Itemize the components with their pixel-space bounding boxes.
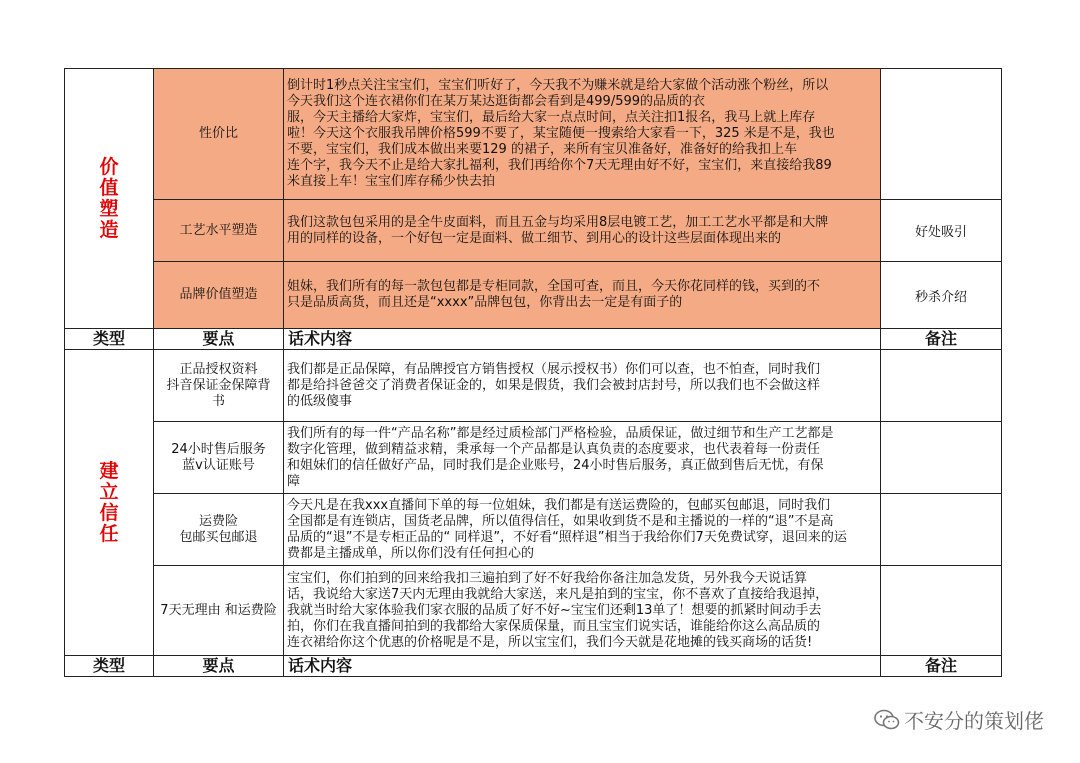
key-point: 品牌价值塑造 <box>154 262 284 329</box>
header-type: 类型 <box>65 656 154 677</box>
content-line: 都是给抖爸爸交了消费者保证金的，如果是假货，我们会被封店封号，所以我们也不会做这样 <box>287 377 821 393</box>
watermark-text: 不安分的策划佬 <box>904 709 1044 733</box>
header-key: 要点 <box>154 329 284 350</box>
key-point <box>154 422 284 494</box>
key-line: 正品授权资料 <box>179 361 258 377</box>
table-row <box>65 422 1002 494</box>
table-row <box>65 494 1002 566</box>
key-line: 24小时售后服务 <box>171 441 266 457</box>
table-row <box>65 69 1002 200</box>
content-line: 米直接上车！宝宝们库存稀少快去拍 <box>287 174 496 189</box>
table-row <box>65 262 1002 329</box>
content-line: 我就当时给大家体验我们家衣服的品质了好不好~宝宝们还剩13单了！想要的抓紧时间动手去 <box>287 602 822 618</box>
category-char: 造 <box>99 218 119 241</box>
content-line: 我们都是正品保障，有品牌授官方销售授权（展示授权书）你们可以查，也不怕查，同时我们 <box>287 361 821 377</box>
content-line: 只是品质高货，而且还是“xxxx”品牌包包，你背出去一定是有面子的 <box>287 295 683 310</box>
key-line: 蓝v认证账号 <box>182 457 255 473</box>
content-line: 服，今天主播给大家炸，宝宝们，最后给大家一点点时间，点关注扣1报名，我马上就上库存 <box>287 110 816 125</box>
key-point <box>154 350 284 422</box>
content-line: 宝宝们，你们拍到的回来给我扣三遍拍到了好不好我给你备注加急发货，另外我今天说话算 <box>287 570 808 586</box>
content-line: 话，我说给大家送7天内无理由我就给大家送，来凡是拍到的宝宝，你不喜欢了直接给我退掉， <box>287 586 829 602</box>
wechat-icon <box>874 709 900 731</box>
header-type: 类型 <box>65 329 154 350</box>
script-table <box>64 68 1002 677</box>
content-line: 费都是主播成单，所以你们没有任何担心的 <box>287 545 535 561</box>
table-header-row <box>65 329 1002 350</box>
category-char: 塑 <box>99 197 119 220</box>
category-value-shaping <box>65 69 154 329</box>
script-content <box>284 350 881 422</box>
table-row <box>65 200 1002 262</box>
key-line: 运费险 <box>198 513 238 529</box>
header-content: 话术内容 <box>284 656 881 677</box>
category-char: 立 <box>99 480 119 503</box>
content-line: 和姐妹们的信任做好产品，同时我们是企业账号，24小时售后服务，真正做到售后无忧，有保 <box>287 457 824 473</box>
content-line: 拍，你们在我直播间拍到的我都给大家保质保量，而且宝宝们说实话，谁能给你这么高品质的 <box>287 618 821 634</box>
header-note: 备注 <box>881 656 1002 677</box>
content-line: 的低级傻事 <box>287 393 353 409</box>
content-line: 我们所有的每一件“产品名称”都是经过质检部门严格检验，品质保证，做过细节和生产工艺都是 <box>287 425 834 441</box>
remark-cell <box>881 69 1002 200</box>
content-line: 今天凡是在我xxx直播间下单的每一位姐妹，我们都是有送运费险的，包邮买包邮退，同时我们 <box>287 497 831 513</box>
table-row <box>65 350 1002 422</box>
content-line: 倒计时1秒点关注宝宝们，宝宝们听好了，今天我不为赚米就是给大家做个活动涨个粉丝，所以 <box>287 78 829 93</box>
key-point <box>154 494 284 566</box>
content-line: 连衣裙给你这个优惠的价格呢是不是，所以宝宝们，我们今天就是花地摊的钱买商场的话货! <box>287 634 813 650</box>
content-line: 我们这款包包采用的是全牛皮面料，而且五金与均采用8层电镀工艺，加工工艺水平都是和大牌 <box>287 214 829 230</box>
table-row <box>65 566 1002 656</box>
key-point: 工艺水平塑造 <box>154 200 284 262</box>
content-line: 数字化管理，做到精益求精，秉承每一个产品都是认真负责的态度要求，也代表着每一份责任 <box>287 441 821 457</box>
key-line: 抖音保证金保障背 <box>166 377 271 393</box>
header-key: 要点 <box>154 656 284 677</box>
key-line: 书 <box>211 393 225 409</box>
remark-cell: 秒杀介绍 <box>881 262 1002 329</box>
script-content <box>284 566 881 656</box>
content-line: 不要，宝宝们，我们成本做出来要129 的裙子，来所有宝贝准备好，准备好的给我扣上车 <box>287 142 797 157</box>
category-char: 任 <box>99 522 119 545</box>
remark-cell <box>881 494 1002 566</box>
script-content <box>284 422 881 494</box>
content-line: 障 <box>287 473 301 489</box>
category-build-trust <box>65 350 154 656</box>
content-line: 全国都是有连锁店，国货老品牌，所以值得信任，如果收到货不是和主播说的一样的“退”不是高 <box>287 513 834 529</box>
content-line: 今天我们这个连衣裙你们在某万某达逛街都会看到是499/599的品质的衣 <box>287 94 706 109</box>
content-line: 用的同样的设备，一个好包一定是面料、做工细节、到用心的设计这些层面体现出来的 <box>287 230 782 246</box>
content-line: 啦！今天这个衣服我吊牌价格599不要了，某宝随便一搜索给大家看一下，325 米是不是，我也 <box>287 126 835 141</box>
category-char: 信 <box>99 501 119 524</box>
remark-cell <box>881 566 1002 656</box>
header-content: 话术内容 <box>284 329 881 350</box>
key-line: 7天无理由 和运费险 <box>160 602 277 618</box>
script-content <box>284 200 881 262</box>
content-line: 姐妹，我们所有的每一款包包都是专柜同款，全国可查，而且，今天你花同样的钱，买到的不 <box>287 279 821 294</box>
script-content <box>284 69 881 200</box>
remark-cell: 好处吸引 <box>881 200 1002 262</box>
watermark <box>874 705 1044 734</box>
script-content <box>284 494 881 566</box>
header-note: 备注 <box>881 329 1002 350</box>
category-char: 值 <box>99 176 119 199</box>
table-header-row <box>65 656 1002 677</box>
key-line: 包邮买包邮退 <box>179 529 258 545</box>
category-char: 建 <box>99 459 119 482</box>
key-point <box>154 566 284 656</box>
key-point: 性价比 <box>154 69 284 200</box>
remark-cell <box>881 350 1002 422</box>
content-line: 连个字，我今天不止是给大家扎福利，我们再给你个7天无理由好不好，宝宝们，来直接给我89 <box>287 158 832 173</box>
category-char: 价 <box>99 155 119 178</box>
script-content <box>284 262 881 329</box>
remark-cell <box>881 422 1002 494</box>
content-line: 品质的“退”不是专柜正品的“ 同样退”，不好看“照样退”相当于我给你们7天免费试穿，退回来的运 <box>287 529 847 545</box>
